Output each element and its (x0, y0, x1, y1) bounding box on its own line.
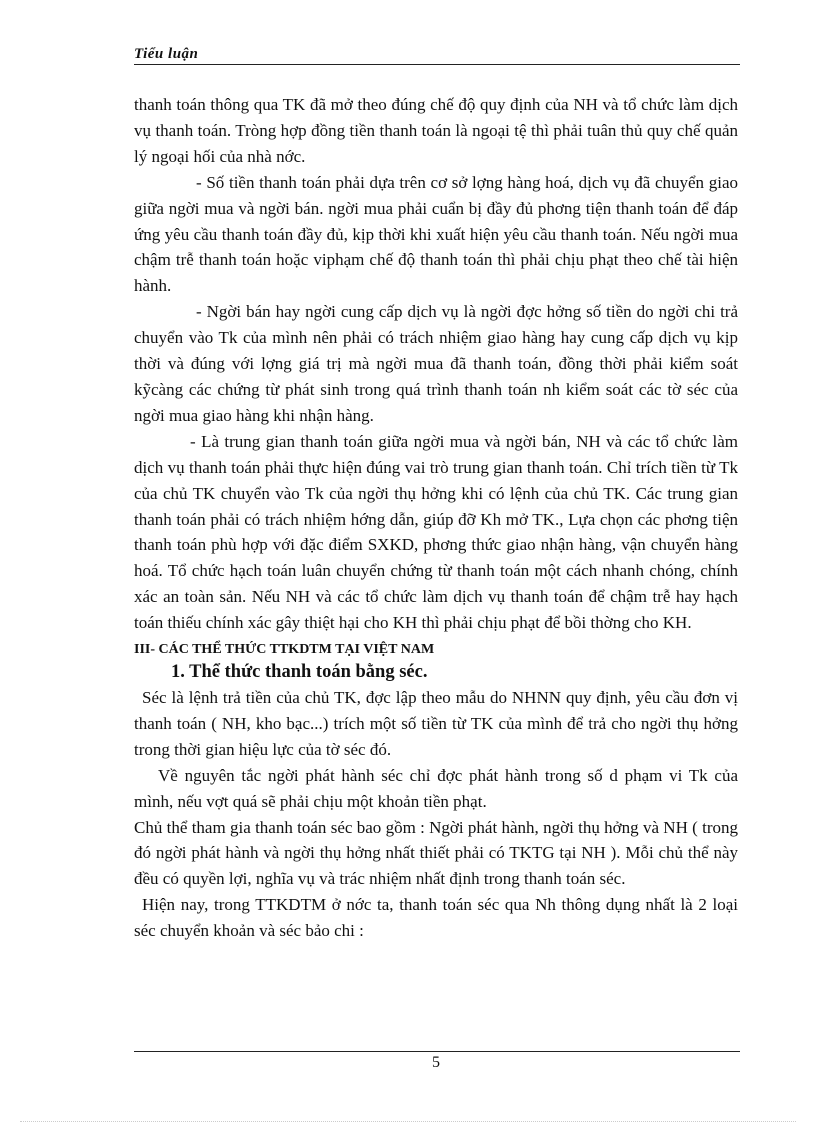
body-paragraph: Chủ thể tham gia thanh toán séc bao gồm : Ngời phát hành, ngời thụ hởng và NH ( trong đó ngời phát hành và ngời thụ hởng nhất thiết phải có TKTG tại NH ). Mỗi chủ thể này đều có quyền lợi, nghĩa vụ và trác nhiệm nhất định trong thanh toán séc. (134, 817, 738, 889)
body-paragraph: - Số tiền thanh toán phải dựa trên cơ sở lợng hàng hoá, dịch vụ đã chuyển giao giữa ngời mua và ngời bán. ngời mua phải cuẩn bị đầy đủ phơng tiện thanh toán để đáp ứng yêu cầu thanh toán đầy đủ, kịp thời khi xuất hiện yêu cầu thanh toán. Nếu ngời mua chậm trễ thanh toán hoặc viphạm chế độ thanh toán thì phải chịu phạt theo chế tài hiện hành. (134, 172, 738, 296)
body-paragraph: Hiện nay, trong TTKDTM ở nớc ta, thanh toán séc qua Nh thông dụng nhất là 2 loại séc chuyển khoản và séc bảo chi : (134, 895, 738, 941)
body-paragraph: - Là trung gian thanh toán giữa ngời mua và ngời bán, NH và các tổ chức làm dịch vụ thanh toán phải thực hiện đúng vai trò trung gian thanh toán. Chỉ trích tiền từ Tk của chủ TK chuyển vào Tk của ngời thụ hởng khi có lệnh của chủ TK. Các trung gian thanh toán phải có trách nhiệm hớng dẫn, giúp đỡ Kh mở TK., Lựa chọn các phơng tiện thanh toán phù hợp với đặc điểm SXKD, phơng thức giao nhận hàng, vận chuyển hàng hoá. Tổ chức hạch toán luân chuyển chứng từ thanh toán một cách nhanh chóng, chính xác an toàn sản. Nếu NH và các tổ chức làm dịch vụ thanh toán để chậm trễ hay hạch toán thiếu chính xác gây thiệt hại cho KH thì phải chịu phạt để bồi thờng cho KH. (134, 431, 738, 633)
body-paragraph: Về nguyên tắc ngời phát hành séc chỉ đợc phát hành trong số d phạm vi Tk của mình, nếu vợt quá sẽ phải chịu một khoản tiền phạt. (134, 765, 738, 811)
header-rule (134, 64, 740, 65)
page-content (134, 92, 738, 944)
page-number: 5 (432, 1054, 440, 1071)
body-paragraph: Séc là lệnh trả tiền của chủ TK, đợc lập theo mẫu do NHNN quy định, yêu cầu đơn vị thanh toán ( NH, kho bạc...) trích một số tiền từ TK của mình để trả cho ngời thụ hởng trong thời gian hiệu lực của tờ séc đó. (134, 688, 738, 759)
body-paragraph: thanh toán thông qua TK đã mở theo đúng chế độ quy định của NH và tổ chức làm dịch vụ thanh toán. Tròng hợp đồng tiền thanh toán là ngoại tệ thì phải tuân thủ quy chế quản lý ngoại hối của nhà nớc. (134, 95, 738, 166)
body-paragraph: - Ngời bán hay ngời cung cấp dịch vụ là ngời đợc hởng số tiền do ngời chi trả chuyển vào Tk của mình nên phải có trách nhiệm giao hàng hay cung cấp dịch vụ kịp thời và đúng với lợng giá trị mà ngời mua đã thanh toán, đồng thời phải kiểm soát kỹcàng các chứng từ phát sinh trong quá trình thanh toán nh kiểm soát các tờ séc của ngời mua giao hàng khi nhận hàng. (134, 302, 738, 425)
section-subheading: 1. Thể thức thanh toán bằng séc. (171, 662, 428, 683)
footer-rule (134, 1051, 740, 1052)
section-heading: III- CÁC THỂ THỨC TTKDTM TẠI VIỆT NAM (134, 642, 435, 658)
document-header-title: Tiểu luận (134, 46, 199, 62)
page-bottom-border (20, 1121, 796, 1122)
